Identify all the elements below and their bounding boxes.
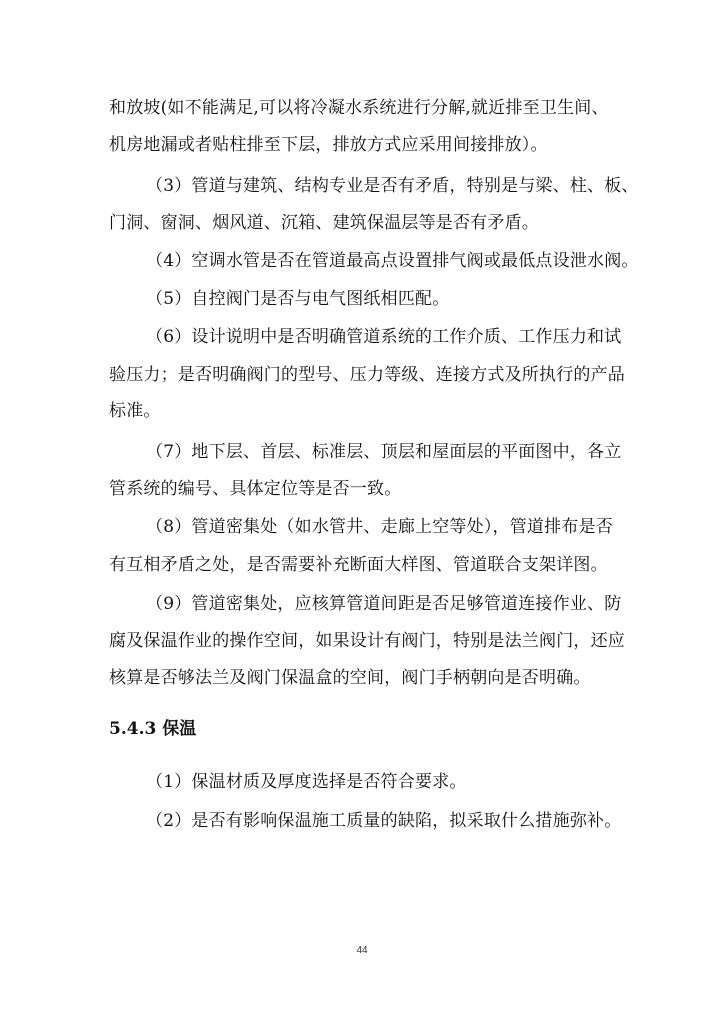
page-number: 44 <box>356 945 368 956</box>
text-line: （1）保温材质及厚度选择是否符合要求。 <box>146 772 467 792</box>
text-line: 核算是否够法兰及阀门保温盒的空间，阀门手柄朝向是否明确。 <box>109 668 591 688</box>
text-line: （2）是否有影响保温施工质量的缺陷，拟采取什么措施弥补。 <box>146 811 622 831</box>
text-line: （6）设计说明中是否明确管道系统的工作介质、工作压力和试 <box>146 327 622 347</box>
text-line: （3）管道与建筑、结构专业是否有矛盾，特别是与梁、柱、板、 <box>146 176 639 196</box>
text-line: （7）地下层、首层、标准层、顶层和屋面层的平面图中，各立 <box>146 442 622 462</box>
text-line: 和放坡(如不能满足,可以将冷凝水系统进行分解,就近排至卫生间、 <box>109 98 609 118</box>
text-line: 标准。 <box>109 401 161 421</box>
text-line: 机房地漏或者贴柱排至下层，排放方式应采用间接排放）。 <box>109 135 548 155</box>
text-line: 验压力；是否明确阀门的型号、压力等级、连接方式及所执行的产品 <box>109 365 625 385</box>
text-line: （5）自控阀门是否与电气图纸相匹配。 <box>146 289 450 309</box>
text-line: 腐及保温作业的操作空间，如果设计有阀门，特别是法兰阀门，还应 <box>109 631 625 651</box>
text-line: 门洞、窗洞、烟风道、沉箱、建筑保温层等是否有矛盾。 <box>109 213 539 233</box>
section-heading: 5.4.3 保温 <box>109 719 197 739</box>
text-line: 有互相矛盾之处，是否需要补充断面大样图、管道联合支架详图。 <box>109 555 608 575</box>
text-line: （4）空调水管是否在管道最高点设置排气阀或最低点设泄水阀。 <box>146 251 639 271</box>
text-line: 管系统的编号、具体定位等是否一致。 <box>109 479 402 499</box>
text-line: （9）管道密集处，应核算管道间距是否足够管道连接作业、防 <box>146 594 622 614</box>
text-line: （8）管道密集处（如水管井、走廊上空等处），管道排布是否 <box>146 517 613 537</box>
